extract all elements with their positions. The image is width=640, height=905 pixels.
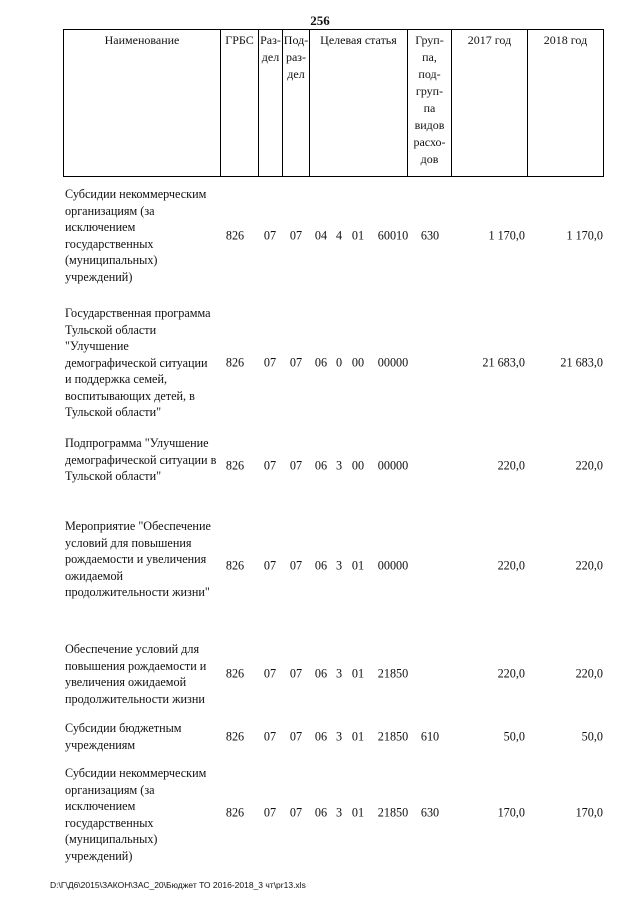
cell-2017: 220,0 [497, 458, 525, 473]
cell-group: 610 [420, 729, 440, 744]
cell-cs4: 21850 [377, 729, 409, 744]
row-name: Подпрограмма "Улучшение демографической ситуации в Тульской области" [65, 436, 217, 483]
table-row [63, 641, 604, 706]
cell-cs1: 06 [314, 355, 328, 369]
header-2017: 2017 год [452, 30, 528, 176]
cell-2018: 1 170,0 [566, 228, 603, 243]
header-podrazdel: Под- раз- дел [283, 30, 310, 176]
cell-razdel: 07 [263, 458, 277, 473]
row-name: Мероприятие "Обеспечение условий для повышения рождаемости и увеличения ожидаемой продолжительности жизни" [65, 519, 211, 599]
cell-cs4: 00000 [377, 558, 409, 572]
cell-cs1: 06 [314, 729, 328, 744]
header-grbs: ГРБС [221, 30, 259, 176]
cell-cs2: 0 [335, 355, 343, 369]
cell-cs4: 60010 [377, 228, 409, 243]
cell-grbs: 826 [225, 458, 245, 473]
cell-podrazdel: 07 [289, 666, 303, 680]
row-name: Обеспечение условий для повышения рождаемости и увеличения ожидаемой продолжительности жизни [65, 642, 207, 706]
cell-razdel: 07 [263, 729, 277, 744]
cell-cs2: 3 [335, 666, 343, 680]
header-razdel: Раз- дел [259, 30, 283, 176]
cell-cs3: 00 [351, 355, 365, 369]
cell-grbs: 826 [225, 355, 245, 369]
cell-2017: 50,0 [503, 729, 525, 744]
header-2018: 2018 год [543, 33, 588, 47]
cell-cs3: 01 [351, 666, 365, 680]
page-number: 256 [310, 13, 330, 28]
cell-2018: 220,0 [575, 666, 603, 680]
cell-cs2: 3 [335, 558, 343, 572]
cell-podrazdel: 07 [289, 558, 303, 572]
cell-razdel: 07 [263, 805, 277, 820]
cell-2018: 170,0 [575, 805, 603, 820]
table-row [63, 518, 604, 613]
cell-cs2: 4 [335, 228, 343, 243]
cell-2017: 220,0 [497, 666, 525, 680]
cell-grbs: 826 [225, 805, 245, 820]
cell-cs4: 21850 [377, 805, 409, 820]
table-row [63, 305, 604, 420]
cell-2017: 1 170,0 [488, 228, 525, 243]
file-path-footer: D:\Г\Д6\2015\ЗАКОН\ЗАС_20\Бюджет ТО 2016-2018_3 чт\pr13.xls [50, 880, 306, 890]
cell-razdel: 07 [263, 666, 277, 680]
row-name: Субсидии некоммерческим организациям (за исключением государственных (муниципальных) учреждений) [65, 187, 207, 284]
cell-razdel: 07 [263, 228, 277, 243]
cell-2018: 220,0 [575, 558, 603, 572]
cell-grbs: 826 [225, 558, 245, 572]
cell-cs1: 06 [314, 458, 328, 473]
cell-grbs: 826 [225, 729, 245, 744]
cell-group: 630 [420, 228, 440, 243]
cell-2017: 21 683,0 [482, 355, 525, 369]
header-group: Груп- па, под- груп- па видов расхо- дов [408, 30, 452, 176]
cell-2018: 50,0 [581, 729, 603, 744]
cell-cs4: 21850 [377, 666, 409, 680]
cell-cs3: 01 [351, 805, 365, 820]
cell-cs4: 00000 [377, 355, 409, 369]
cell-group: 630 [420, 805, 440, 820]
cell-cs2: 3 [335, 729, 343, 744]
table-row [63, 435, 604, 497]
row-name: Субсидии некоммерческим организациям (за исключением государственных (муниципальных) учреждений) [65, 766, 207, 863]
cell-cs1: 04 [314, 228, 328, 243]
row-name: Государственная программа Тульской области "Улучшение демографической ситуации и поддержка семей, воспитывающих детей, в Тульской области" [65, 306, 211, 419]
cell-cs3: 01 [351, 729, 365, 744]
cell-cs3: 01 [351, 558, 365, 572]
cell-grbs: 826 [225, 666, 245, 680]
header-target: Целевая статья [310, 30, 408, 176]
header-name: Наименование [64, 30, 221, 176]
cell-2017: 220,0 [497, 558, 525, 572]
cell-2018: 220,0 [575, 458, 603, 473]
cell-podrazdel: 07 [289, 805, 303, 820]
cell-cs3: 00 [351, 458, 365, 473]
cell-cs2: 3 [335, 805, 343, 820]
table-row [63, 186, 604, 286]
table-header [63, 29, 604, 177]
row-name: Субсидии бюджетным учреждениям [65, 721, 182, 752]
cell-2018: 21 683,0 [560, 355, 603, 369]
cell-cs1: 06 [314, 805, 328, 820]
cell-2017: 170,0 [497, 805, 525, 820]
cell-podrazdel: 07 [289, 228, 303, 243]
cell-podrazdel: 07 [289, 729, 303, 744]
table-row [63, 720, 604, 754]
cell-cs1: 06 [314, 666, 328, 680]
cell-podrazdel: 07 [289, 458, 303, 473]
cell-cs4: 00000 [377, 458, 409, 473]
cell-podrazdel: 07 [289, 355, 303, 369]
cell-razdel: 07 [263, 355, 277, 369]
cell-cs2: 3 [335, 458, 343, 473]
cell-cs1: 06 [314, 558, 328, 572]
table-row [63, 765, 604, 861]
cell-grbs: 826 [225, 228, 245, 243]
cell-razdel: 07 [263, 558, 277, 572]
cell-cs3: 01 [351, 228, 365, 243]
